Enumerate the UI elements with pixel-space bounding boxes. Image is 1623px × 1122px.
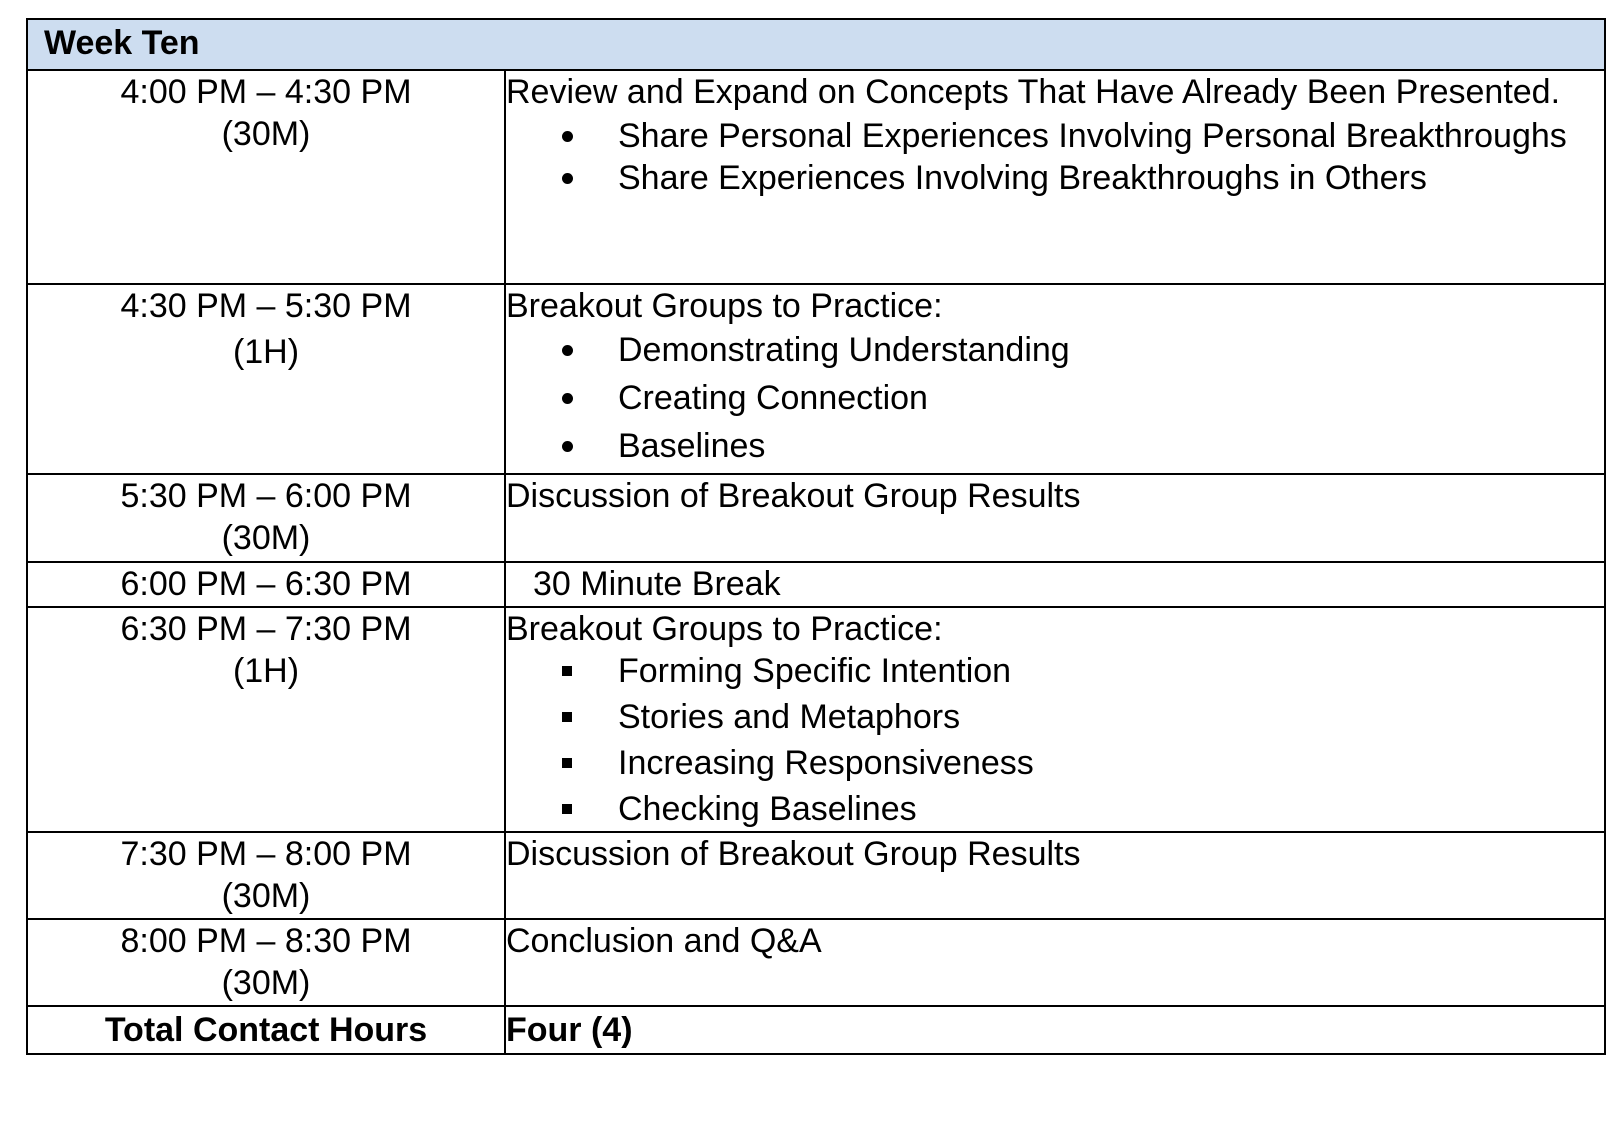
list-item xyxy=(506,157,1604,199)
time-range: 6:00 PM – 6:30 PM xyxy=(120,565,412,603)
time-cell xyxy=(27,919,505,1006)
time-cell xyxy=(27,607,505,832)
session-title: Discussion of Breakout Group Results xyxy=(506,835,1081,873)
description-cell xyxy=(505,70,1605,284)
list-item-text: Creating Connection xyxy=(618,379,928,417)
description-cell xyxy=(505,832,1605,919)
time-cell xyxy=(27,562,505,607)
bullet-square-icon xyxy=(562,666,572,676)
time-cell xyxy=(27,284,505,474)
duration: (30M) xyxy=(221,115,311,153)
time-range: 6:30 PM – 7:30 PM xyxy=(120,610,412,648)
bullet-list xyxy=(506,329,1604,467)
bullet-square-icon xyxy=(562,712,572,722)
duration: (30M) xyxy=(221,519,311,557)
week-title: Week Ten xyxy=(27,19,1605,70)
list-item-text: Baselines xyxy=(618,427,766,465)
description-cell xyxy=(505,919,1605,1006)
list-item xyxy=(506,377,1604,419)
time-cell xyxy=(27,832,505,919)
list-item xyxy=(506,329,1604,371)
session-title: Review and Expand on Concepts That Have Already Been Presented. xyxy=(506,73,1561,111)
bullet-list xyxy=(506,115,1604,199)
schedule-table xyxy=(26,18,1606,1055)
description-cell xyxy=(505,562,1605,607)
time-range: 5:30 PM – 6:00 PM xyxy=(120,477,412,515)
description-cell xyxy=(505,607,1605,832)
duration: (1H) xyxy=(232,333,300,371)
duration: (1H) xyxy=(232,652,300,690)
list-item xyxy=(506,425,1604,467)
list-item xyxy=(506,650,1604,692)
session-title: 30 Minute Break xyxy=(533,565,781,603)
total-row xyxy=(27,1006,1605,1054)
table-header-row xyxy=(27,19,1605,70)
list-item xyxy=(506,115,1604,157)
session-title: Conclusion and Q&A xyxy=(506,922,822,960)
list-item-text: Demonstrating Understanding xyxy=(618,331,1070,369)
bullet-dot-icon xyxy=(562,393,573,404)
time-range: 8:00 PM – 8:30 PM xyxy=(120,922,412,960)
list-item xyxy=(506,696,1604,738)
session-title: Breakout Groups to Practice: xyxy=(506,610,943,648)
table-row xyxy=(27,562,1605,607)
duration: (30M) xyxy=(221,964,311,1002)
list-item xyxy=(506,788,1604,830)
list-item xyxy=(506,742,1604,784)
bullet-dot-icon xyxy=(562,441,573,452)
time-range: 4:30 PM – 5:30 PM xyxy=(120,287,412,325)
time-cell xyxy=(27,70,505,284)
duration: (30M) xyxy=(221,877,311,915)
description-cell xyxy=(505,284,1605,474)
description-cell xyxy=(505,474,1605,562)
table-row xyxy=(27,832,1605,919)
total-label: Total Contact Hours xyxy=(27,1006,505,1054)
list-item-text: Increasing Responsiveness xyxy=(618,744,1034,782)
bullet-square-icon xyxy=(562,804,572,814)
bullet-list xyxy=(506,650,1604,830)
bullet-square-icon xyxy=(562,758,572,768)
list-item-text: Share Experiences Involving Breakthroughs in Others xyxy=(618,159,1427,197)
time-cell xyxy=(27,474,505,562)
list-item-text: Stories and Metaphors xyxy=(618,698,961,736)
list-item-text: Checking Baselines xyxy=(618,790,917,828)
table-row xyxy=(27,607,1605,832)
table-row xyxy=(27,70,1605,284)
list-item-text: Share Personal Experiences Involving Personal Breakthroughs xyxy=(618,117,1567,155)
session-title: Breakout Groups to Practice: xyxy=(506,287,943,325)
table-row xyxy=(27,919,1605,1006)
total-value: Four (4) xyxy=(505,1006,1605,1054)
time-range: 7:30 PM – 8:00 PM xyxy=(120,835,412,873)
bullet-dot-icon xyxy=(562,173,573,184)
bullet-dot-icon xyxy=(562,345,573,356)
bullet-dot-icon xyxy=(562,131,573,142)
table-row xyxy=(27,474,1605,562)
list-item-text: Forming Specific Intention xyxy=(618,652,1012,690)
session-title: Discussion of Breakout Group Results xyxy=(506,477,1081,515)
table-row xyxy=(27,284,1605,474)
time-range: 4:00 PM – 4:30 PM xyxy=(120,73,412,111)
